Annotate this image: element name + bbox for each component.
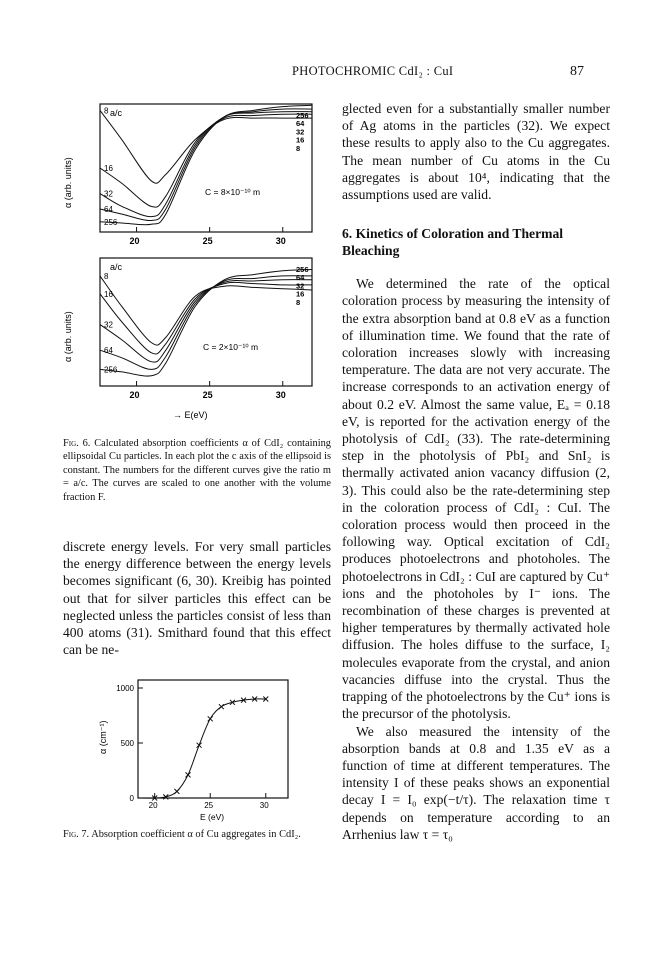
fig7-point — [174, 789, 179, 794]
xtick-label-25: 25 — [202, 236, 213, 246]
right-label-8: 8 — [296, 143, 301, 153]
section-heading: 6. Kinetics of Coloration and Thermal Bleaching — [342, 226, 564, 259]
right-label-256: 256 — [296, 265, 309, 274]
fig6-bottom-xlabel: → E(eV) — [173, 410, 208, 420]
right-label-8: 8 — [296, 297, 301, 307]
right-paragraph-3: We also measured the intensity of the absorption bands at 0.8 and 1.35 eV as a function of time at different temperatures. The intensity I of these peaks shows an exponential decay I = I₀ exp(−t/τ). The relaxation time τ depends on temperature according to an Arrhenius law τ = τ₀ — [342, 723, 610, 842]
curve-m-64 — [100, 109, 312, 221]
xtick-label-30: 30 — [275, 390, 286, 400]
left-label-8: 8 — [104, 106, 109, 116]
fig6-top-frame — [100, 104, 312, 232]
left-label-32: 32 — [104, 189, 113, 199]
curve-m-256 — [100, 105, 312, 225]
fig7-ylabel: α (cm⁻¹) — [98, 720, 108, 754]
fig6-bottom-ylabel: α (arb. units) — [63, 311, 73, 362]
left-label-16: 16 — [104, 289, 113, 299]
fig6-bottom-curves — [100, 270, 312, 377]
ytick-label-1000: 1000 — [116, 684, 134, 693]
fig6-bottom-panel — [63, 258, 312, 420]
right-label-32: 32 — [296, 127, 305, 137]
fig7-point — [208, 716, 213, 721]
right-label-32: 32 — [296, 281, 305, 291]
left-label-16: 16 — [104, 164, 113, 173]
xtick-label-30: 30 — [275, 236, 286, 246]
curve-m-8 — [100, 110, 312, 183]
left-label-32: 32 — [104, 320, 113, 330]
fig6-bottom-frame — [100, 258, 312, 386]
right-label-16: 16 — [296, 135, 305, 145]
fig6-top-right-labels — [296, 111, 309, 153]
fig6-bottom-ratio-label: a/c — [110, 262, 123, 272]
right-label-256: 256 — [296, 111, 309, 120]
ytick-label-0: 0 — [129, 794, 134, 803]
page-number: 87 — [570, 64, 584, 79]
xtick-label-20: 20 — [129, 236, 140, 246]
right-paragraph-2: We determined the rate of the optical coloration process by measuring the intensity of the extra absorption band at 0.8 eV as a function of illumination time. We found that the rate of coloration increases slowly with increasing temperature. The data are not very accurate. The increase corresponds to an activation energy of about 0.2 eV. Almost the same value, Eₐ = 0.18 eV, is reported for the activation energy of the photolysis of CdI₂ (33). The rate-determining step in the photolysis of PbI₂ and SnI₂ is thermally activated anion vacancy diffusion (2, 3). This could also be the rate-determining step in the coloration process of CdI₂ : CuI. The coloration process would then proceed in the following way. Optical excitation of CdI₂ produces photoelectrons and photoholes. The photoelectrons in CdI₂ : CuI are captured by Cu⁺ ions and the photoholes by I⁻ ions. The recombination of these charges is prevented at higher temperatures by thermally activated hole diffusion. The holes diffuse to the surface, I₂ molecules evaporate from the crystal, and anion vacancies diffuse into the crystal. Thus the trapping of the photoelectrons by the Cu⁺ ions is the precursor of the photolysis. — [342, 276, 610, 722]
fig6-caption-text: Calculated absorption coefficients α of CdI₂ containing ellipsoidal Cu particles. In each plot the c axis of the ellipsoid is constant. The numbers for the different curves give the ratio m = a/c. The curves are scaled to one another with the volume fraction F. — [63, 438, 332, 503]
left-label-256: 256 — [104, 217, 118, 227]
fig7-point — [186, 772, 191, 777]
fig7-yticks — [116, 684, 143, 803]
fig6-top-ylabel: α (arb. units) — [63, 157, 73, 208]
fig6-bottom-left-labels — [104, 272, 118, 374]
fig6-bottom-right-labels — [296, 265, 309, 307]
right-column — [342, 100, 610, 843]
left-column-text — [63, 538, 331, 658]
running-title: PHOTOCHROMIC CdI₂ : CuI — [292, 64, 454, 78]
left-label-8: 8 — [104, 271, 109, 281]
xtick-label-20: 20 — [129, 390, 140, 400]
curve-m-32 — [100, 112, 312, 217]
curve-m-8 — [100, 276, 312, 345]
fig7-point — [197, 743, 202, 748]
fig6 — [55, 100, 335, 432]
left-paragraph: discrete energy levels. For very small particles the energy difference between the energy levels becomes significant (6, 30). Kreibig has pointed out that for silver particles this effect can be neglected unless the particles consist of less than 400 atoms (31). Smithard found that this effect can be ne- — [63, 539, 331, 658]
fig6-caption-label: Fig. 6. — [63, 438, 91, 449]
xtick-label-25: 25 — [202, 390, 213, 400]
right-label-64: 64 — [296, 119, 305, 129]
xtick-label-30: 30 — [259, 801, 269, 810]
fig6-top-ratio-label: a/c — [110, 108, 123, 118]
right-paragraph-1: glected even for a substantially smaller number of Ag atoms in the particles (32). We expect these results to apply also to the Cu aggregates. The mean number of Cu atoms in the Cu aggregates is about 10⁴, indicating that the assumptions used are valid. — [342, 101, 610, 203]
fig6-top-panel — [63, 104, 312, 246]
curve-m-256 — [100, 270, 312, 377]
fig7-caption — [63, 828, 331, 841]
fig7-line — [138, 699, 266, 798]
fig7-curve — [138, 697, 268, 801]
ytick-label-500: 500 — [120, 739, 134, 748]
running-header — [0, 64, 672, 82]
xtick-label-20: 20 — [148, 801, 158, 810]
xtick-label-25: 25 — [204, 801, 214, 810]
fig7-frame — [138, 680, 288, 798]
fig7-caption-label: Fig. 7. — [63, 829, 90, 840]
left-label-64: 64 — [104, 346, 113, 356]
right-label-16: 16 — [296, 289, 305, 299]
fig7-xlabel: E (eV) — [200, 812, 225, 822]
fig6-top-xticks — [130, 227, 286, 246]
fig6-caption — [63, 437, 331, 504]
left-label-256: 256 — [104, 365, 118, 375]
right-label-64: 64 — [296, 273, 305, 283]
fig6-top-conc-label: C = 8×10⁻¹⁰ m — [205, 187, 261, 197]
fig7-point — [219, 704, 224, 709]
fig7 — [80, 672, 310, 822]
fig6-bottom-xticks — [130, 381, 286, 400]
fig6-top-curves — [100, 105, 312, 225]
fig6-bottom-conc-label: C = 2×10⁻¹⁰ m — [203, 342, 259, 352]
fig7-caption-text: Absorption coefficient α of Cu aggregates in CdI₂. — [91, 829, 301, 840]
left-label-64: 64 — [104, 204, 113, 214]
